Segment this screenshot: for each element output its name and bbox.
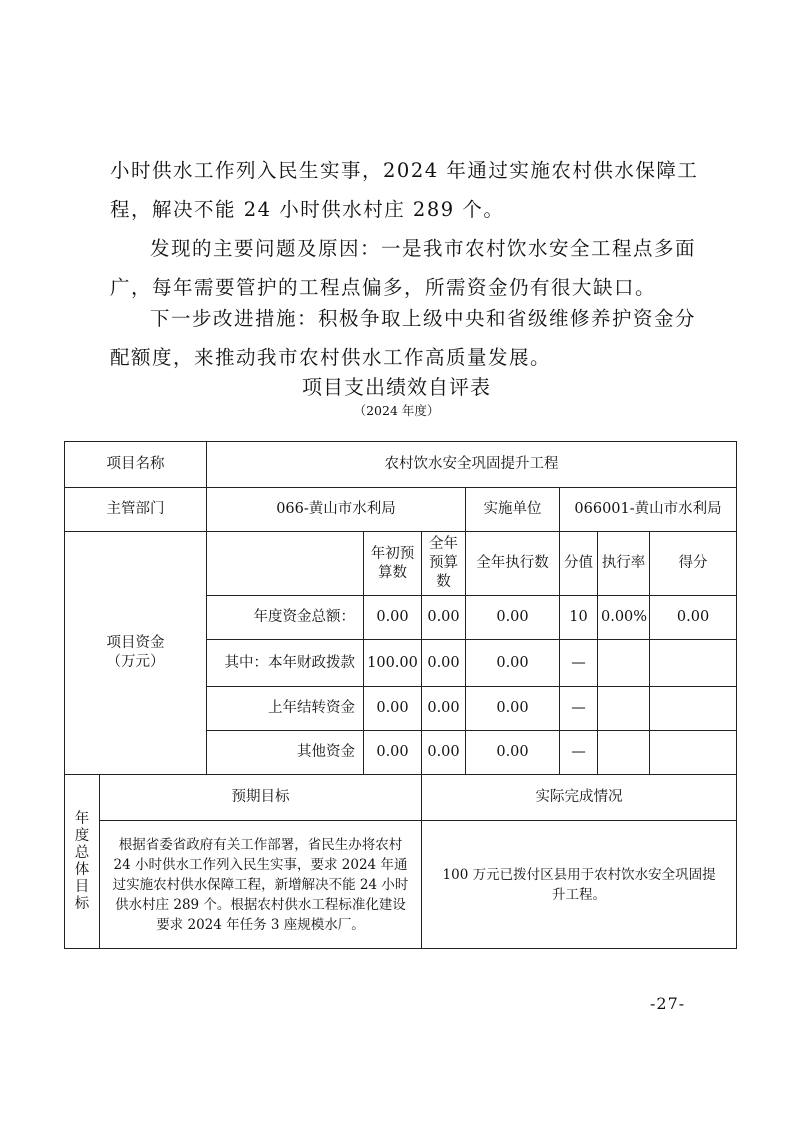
cell-rate	[598, 687, 650, 731]
cell-score	[650, 731, 737, 775]
header-blank	[207, 532, 364, 596]
row-label: 其中：本年财政拨款	[207, 640, 364, 687]
cell-score-value: —	[560, 687, 598, 731]
table-row	[65, 442, 737, 488]
impl-label: 实施单位	[466, 488, 560, 532]
page-number: -27-	[650, 994, 686, 1013]
body-paragraph-1: 小时供水工作列入民生实事，2024 年通过实施农村供水保障工程，解决不能 24 小时供水村庄 289 个。	[110, 159, 699, 221]
header-score-value: 分值	[560, 532, 598, 596]
cell-score: 0.00	[650, 596, 737, 640]
impl-value: 066001-黄山市水利局	[560, 488, 737, 532]
table-title: 项目支出绩效自评表	[302, 375, 491, 399]
project-name-label: 项目名称	[65, 442, 207, 488]
header-initial-budget: 年初预算数	[364, 532, 422, 596]
actual-result-text: 100 万元已拨付区县用于农村饮水安全巩固提升工程。	[422, 821, 737, 949]
cell-executed: 0.00	[466, 687, 560, 731]
table-subtitle: （2024 年度）	[353, 403, 440, 418]
dept-label: 主管部门	[65, 488, 207, 532]
annual-goal-label-char: 体	[74, 861, 90, 878]
expected-goal-text: 根据省委省政府有关工作部署，省民生办将农村 24 小时供水工作列入民生实事，要求 2024 年通过实施农村供水保障工程，新增解决不能 24 小时供水村庄 289 个。根据农村供水工程标准化建设要求 2024 年任务 3 座规模水厂。	[100, 821, 422, 949]
funds-label-cell	[65, 532, 207, 775]
header-score: 得分	[650, 532, 737, 596]
cell-initial: 0.00	[364, 731, 422, 775]
table-row	[65, 532, 737, 596]
cell-score-value: 10	[560, 596, 598, 640]
row-label: 上年结转资金	[207, 687, 364, 731]
header-annual-budget: 全年预算数	[422, 532, 466, 596]
cell-executed: 0.00	[466, 596, 560, 640]
annual-goal-label-char: 度	[74, 827, 90, 844]
cell-score	[650, 640, 737, 687]
table-row	[65, 775, 737, 821]
dept-value: 066-黄山市水利局	[207, 488, 466, 532]
cell-executed: 0.00	[466, 731, 560, 775]
cell-rate	[598, 731, 650, 775]
cell-annual: 0.00	[422, 596, 466, 640]
annual-goal-label-char: 年	[74, 810, 90, 827]
row-label: 其他资金	[207, 731, 364, 775]
row-label: 年度资金总额：	[207, 596, 364, 640]
project-name-value: 农村饮水安全巩固提升工程	[207, 442, 737, 488]
table-row	[65, 821, 737, 949]
cell-rate: 0.00%	[598, 596, 650, 640]
funds-label: 项目资金	[106, 635, 165, 651]
annual-goal-label-char: 总	[74, 844, 90, 861]
expected-goal-header: 预期目标	[100, 775, 422, 821]
body-paragraph-3: 下一步改进措施：积极争取上级中央和省级维修养护资金分配额度，来推动我市农村供水工作高质量发展。	[110, 307, 697, 369]
cell-executed: 0.00	[466, 640, 560, 687]
cell-rate	[598, 640, 650, 687]
cell-initial: 100.00	[364, 640, 422, 687]
cell-score-value: —	[560, 731, 598, 775]
funds-unit: （万元）	[106, 654, 165, 670]
cell-initial: 0.00	[364, 596, 422, 640]
annual-goal-label-char: 标	[74, 895, 90, 912]
table-row	[65, 488, 737, 532]
body-paragraph-2: 发现的主要问题及原因：一是我市农村饮水安全工程点多面广，每年需要管护的工程点偏多，所需资金仍有很大缺口。	[110, 237, 697, 299]
actual-result-header: 实际完成情况	[422, 775, 737, 821]
cell-score	[650, 687, 737, 731]
cell-annual: 0.00	[422, 731, 466, 775]
cell-score-value: —	[560, 640, 598, 687]
performance-table	[64, 441, 737, 949]
annual-goal-label-text	[68, 811, 96, 913]
cell-annual: 0.00	[422, 640, 466, 687]
header-exec-rate: 执行率	[598, 532, 650, 596]
header-executed: 全年执行数	[466, 532, 560, 596]
cell-annual: 0.00	[422, 687, 466, 731]
annual-goal-label	[65, 775, 100, 949]
annual-goal-label-char: 目	[74, 878, 90, 895]
cell-initial: 0.00	[364, 687, 422, 731]
